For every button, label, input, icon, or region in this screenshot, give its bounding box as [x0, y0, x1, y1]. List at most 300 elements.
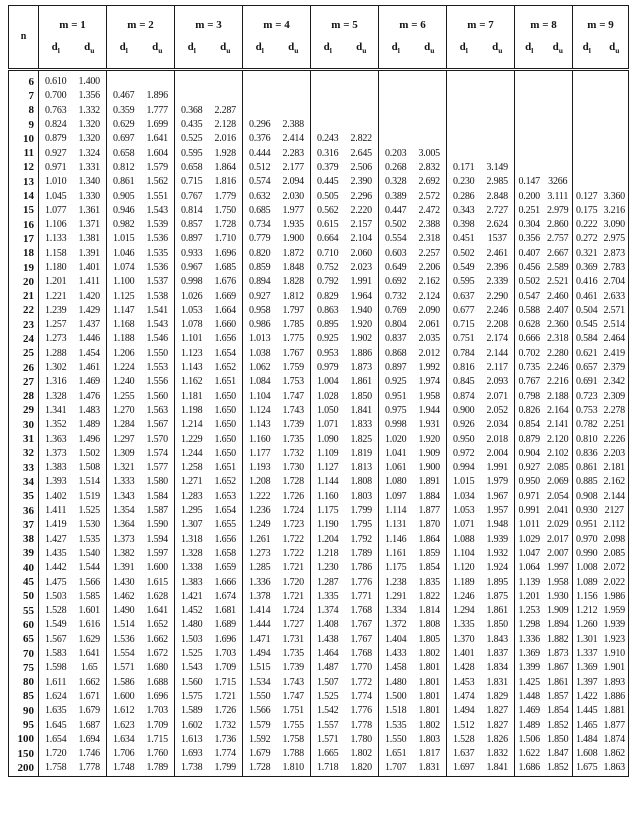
cell-dl-m9: 0.545: [573, 318, 601, 332]
cell-dl-m4: 0.574: [243, 175, 277, 189]
row-label-n: 20: [9, 275, 39, 289]
cell-du-m6: 1.870: [418, 519, 440, 531]
cell-dl-m8: 0.767: [515, 375, 544, 389]
cell-dl-m4: 1.471: [243, 633, 277, 647]
cell-du-m5: 1.902: [350, 333, 372, 345]
cell-dl-m4: 0.734: [243, 218, 277, 232]
cell-du-m2: 1.579: [146, 161, 168, 173]
cell-du-m4: 1.753: [282, 376, 304, 388]
cell-dl-m7: 0.286: [447, 189, 481, 203]
cell-dl-m4: 1.336: [243, 575, 277, 589]
cell-dl-m4: 1.062: [243, 361, 277, 375]
cell-du-m6: 1.859: [418, 547, 440, 559]
cell-du-m2: 1.556: [146, 376, 168, 388]
cell-dl-m8: 1.489: [515, 718, 544, 732]
cell-dl-m2: 1.373: [107, 533, 141, 547]
group-header-m8: m = 8: [515, 6, 573, 36]
cell-du-m4: 1.758: [282, 733, 304, 745]
cell-dl-m1: 1.393: [39, 475, 73, 489]
cell-du-m4: 1.735: [282, 648, 304, 660]
cell-dl-m9: 0.504: [573, 304, 601, 318]
cell-du-m7: 1.843: [486, 633, 508, 645]
cell-du-m2: 1.580: [146, 476, 168, 488]
cell-du-m5: 1.802: [350, 748, 372, 760]
cell-du-m2: 1.652: [146, 619, 168, 631]
cell-du-m6: 2.318: [418, 233, 440, 245]
cell-dl-m1: 1.316: [39, 375, 73, 389]
cell-du-m4: 1.721: [282, 590, 304, 602]
cell-du-m1: 1.446: [78, 333, 100, 345]
cell-du-m2: 1.567: [146, 419, 168, 431]
cell-dl-m3: 1.283: [175, 490, 209, 504]
row-label-n: 80: [9, 675, 39, 689]
cell-du-m4: 1.724: [282, 505, 304, 517]
cell-dl-m3: 1.162: [175, 375, 209, 389]
cell-du-m9: [601, 146, 629, 160]
cell-dl-m2: 1.074: [107, 261, 141, 275]
cell-du-m7: 2.246: [486, 304, 508, 316]
table-row-n-23: [9, 318, 629, 332]
cell-du-m8: 1.930: [546, 590, 569, 602]
cell-dl-m4: 1.515: [243, 661, 277, 675]
cell-dl-m2: 1.284: [107, 418, 141, 432]
cell-dl-m3: 1.480: [175, 618, 209, 632]
cell-du-m7: 2.144: [486, 347, 508, 359]
cell-dl-m7: 0.230: [447, 175, 481, 189]
cell-du-m3: 1.728: [214, 219, 236, 231]
cell-dl-m8: 1.506: [515, 733, 544, 747]
cell-du-m2: 1.600: [146, 562, 168, 574]
cell-du-m4: [277, 89, 311, 103]
col-header-du-m3: $d_u$: [209, 35, 243, 70]
row-label-n: 19: [9, 261, 39, 275]
cell-du-m6: 1.891: [418, 476, 440, 488]
cell-dl-m6: 1.480: [379, 675, 413, 689]
cell-du-m7: 1.850: [486, 619, 508, 631]
cell-du-m8: 2.017: [546, 533, 569, 545]
cell-du-m6: 1.884: [418, 490, 440, 502]
table-row-n-22: [9, 304, 629, 318]
row-label-n: 45: [9, 575, 39, 589]
cell-du-m3: 1.703: [214, 648, 236, 660]
cell-dl-m5: 0.316: [311, 146, 345, 160]
cell-du-m7: 1.875: [486, 590, 508, 602]
cell-dl-m6: 1.535: [379, 718, 413, 732]
cell-du-m9: 2.162: [603, 476, 625, 488]
cell-du-m8: 2.141: [546, 419, 569, 431]
cell-du-m9: 1.893: [603, 676, 625, 688]
cell-du-m5: 1.873: [350, 362, 372, 374]
cell-du-m8: 2.521: [546, 276, 569, 288]
cell-dl-m5: 1.109: [311, 447, 345, 461]
row-label-n: 40: [9, 561, 39, 575]
cell-du-m9: 2.783: [603, 262, 625, 273]
table-row-n-19: [9, 261, 629, 275]
cell-du-m3: 1.669: [214, 290, 236, 302]
col-header-dl-m1: $d_l$: [39, 35, 73, 70]
cell-dl-m4: 0.820: [243, 247, 277, 261]
cell-du-m2: 1.577: [146, 462, 168, 474]
cell-dl-m4: 1.550: [243, 690, 277, 704]
cell-du-m8: [544, 118, 573, 132]
group-header-m4: m = 4: [243, 6, 311, 36]
cell-du-m2: 1.541: [146, 304, 168, 316]
table-row-n-17: [9, 232, 629, 246]
cell-dl-m5: [311, 104, 345, 118]
cell-du-m5: 1.825: [350, 433, 372, 445]
cell-dl-m8: 0.735: [515, 361, 544, 375]
cell-dl-m1: 1.645: [39, 718, 73, 732]
cell-dl-m5: 1.127: [311, 461, 345, 475]
table-row-n-50: [9, 590, 629, 604]
cell-du-m4: 1.767: [282, 347, 304, 359]
cell-du-m9: 2.181: [603, 462, 625, 474]
cell-du-m3: 1.652: [214, 476, 236, 488]
cell-dl-m7: 1.401: [447, 647, 481, 661]
cell-dl-m2: 1.612: [107, 704, 141, 718]
cell-du-m4: 1.727: [282, 619, 304, 631]
cell-du-m8: 2.085: [546, 462, 569, 474]
cell-du-m4: 1.900: [282, 233, 304, 245]
cell-dl-m7: 0.784: [447, 347, 481, 361]
cell-dl-m5: 1.374: [311, 604, 345, 618]
cell-dl-m9: [573, 175, 601, 189]
cell-dl-m5: 1.665: [311, 747, 345, 761]
table-row-n-34: [9, 475, 629, 489]
table-row-n-33: [9, 461, 629, 475]
col-header-dl-m4: $d_l$: [243, 35, 277, 70]
cell-dl-m6: 1.651: [379, 747, 413, 761]
cell-du-m5: 1.780: [350, 733, 372, 745]
cell-du-m1: 1.411: [78, 276, 100, 288]
cell-dl-m6: 0.925: [379, 375, 413, 389]
cell-dl-m3: 1.307: [175, 518, 209, 532]
cell-du-m9: 2.226: [603, 433, 625, 445]
cell-du-m2: 1.672: [146, 648, 168, 660]
cell-dl-m9: 0.861: [573, 461, 601, 475]
cell-du-m6: 1.958: [418, 390, 440, 402]
col-header-du-m9: $d_u$: [601, 35, 629, 70]
cell-dl-m2: 1.748: [107, 761, 141, 776]
cell-dl-m3: 1.602: [175, 718, 209, 732]
cell-dl-m5: 0.752: [311, 261, 345, 275]
cell-dl-m9: 1.369: [573, 661, 601, 675]
cell-du-m7: 1.895: [486, 576, 508, 588]
cell-dl-m4: 1.038: [243, 347, 277, 361]
cell-dl-m6: 1.707: [379, 761, 413, 776]
cell-dl-m1: 1.419: [39, 518, 73, 532]
cell-du-m4: 1.797: [282, 304, 304, 316]
cell-dl-m7: 1.189: [447, 575, 481, 589]
cell-du-m8: [544, 89, 573, 103]
row-label-n: 23: [9, 318, 39, 332]
cell-du-m8: [544, 146, 573, 160]
cell-du-m6: 1.801: [418, 705, 440, 717]
cell-dl-m7: 1.034: [447, 490, 481, 504]
cell-dl-m6: 0.732: [379, 289, 413, 303]
cell-dl-m1: 1.133: [39, 232, 73, 246]
row-label-n: 55: [9, 604, 39, 618]
cell-dl-m3: 1.026: [175, 289, 209, 303]
cell-du-m9: 2.072: [603, 562, 625, 574]
cell-du-m9: 2127: [604, 505, 624, 517]
cell-du-m1: 1.420: [78, 290, 100, 302]
cell-du-m5: 1.778: [350, 719, 372, 731]
table-row-n-24: [9, 332, 629, 346]
cell-dl-m8: [515, 118, 544, 132]
cell-dl-m1: 1.435: [39, 547, 73, 561]
cell-dl-m6: 0.804: [379, 318, 413, 332]
cell-du-m1: 1.525: [78, 505, 100, 517]
durbin-watson-critical-values-table: [8, 5, 629, 777]
cell-dl-m3: 1.078: [175, 318, 209, 332]
cell-dl-m9: 0.657: [573, 361, 601, 375]
cell-du-m8: [544, 161, 573, 175]
cell-dl-m5: 1.175: [311, 504, 345, 518]
cell-du-m8: 2.216: [546, 376, 569, 388]
cell-dl-m8: 0.702: [515, 347, 544, 361]
cell-du-m9: [601, 89, 629, 103]
cell-dl-m6: 0.649: [379, 261, 413, 275]
cell-du-m5: 1.940: [350, 304, 372, 316]
cell-dl-m2: 1.382: [107, 547, 141, 561]
cell-du-m8: [544, 70, 573, 90]
cell-du-m1: 1.694: [78, 733, 100, 745]
col-header-du-m1: $d_u$: [73, 35, 107, 70]
table-row-n-60: [9, 618, 629, 632]
cell-du-m9: 2.278: [603, 404, 625, 416]
cell-dl-m2: 1.706: [107, 747, 141, 761]
cell-du-m3: 1.656: [214, 333, 236, 345]
cell-du-m2: 1.590: [146, 519, 168, 531]
col-header-dl-m5: $d_l$: [311, 35, 345, 70]
cell-du-m1: 1.320: [78, 119, 100, 131]
cell-dl-m3: 1.258: [175, 461, 209, 475]
cell-dl-m2: 1.571: [107, 661, 141, 675]
cell-du-m2: 1.535: [146, 247, 168, 259]
group-header-m1: m = 1: [39, 6, 107, 36]
cell-du-m9: [601, 175, 629, 189]
cell-dl-m4: 1.444: [243, 618, 277, 632]
cell-du-m3: 1.650: [214, 419, 236, 431]
cell-du-m4: 2.414: [282, 133, 304, 145]
cell-du-m7: 2.018: [486, 433, 508, 445]
cell-dl-m9: 0.584: [573, 332, 601, 346]
cell-du-m5: 1.803: [350, 490, 372, 502]
cell-dl-m2: 1.490: [107, 604, 141, 618]
cell-dl-m5: 1.525: [311, 690, 345, 704]
cell-du-m8: 1.867: [546, 662, 569, 674]
cell-du-m3: 1.660: [214, 319, 236, 331]
cell-dl-m9: 0.836: [573, 447, 601, 461]
cell-du-m5: 1.841: [350, 404, 372, 416]
n-column-header: n: [9, 6, 39, 70]
cell-dl-m8: 0.356: [515, 232, 544, 246]
cell-dl-m5: 0.829: [311, 289, 345, 303]
cell-dl-m9: [573, 104, 601, 118]
cell-du-m4: 1.935: [282, 219, 304, 231]
cell-dl-m5: 1.144: [311, 475, 345, 489]
cell-dl-m5: 1.090: [311, 432, 345, 446]
cell-du-m3: 2.128: [214, 119, 236, 131]
cell-dl-m6: 0.837: [379, 332, 413, 346]
cell-dl-m7: 0.994: [447, 461, 481, 475]
cell-dl-m4: 1.236: [243, 504, 277, 518]
cell-du-m4: 1.739: [282, 419, 304, 431]
cell-du-m2: 1.563: [146, 404, 168, 416]
cell-dl-m8: 0.628: [515, 318, 544, 332]
cell-dl-m2: 0.359: [107, 104, 141, 118]
cell-du-m5: 1.795: [350, 519, 372, 531]
cell-dl-m2: 1.462: [107, 590, 141, 604]
cell-du-m6: 1.944: [418, 404, 440, 416]
cell-dl-m6: 0.268: [379, 161, 413, 175]
cell-dl-m5: 0.979: [311, 361, 345, 375]
cell-dl-m2: 0.946: [107, 204, 141, 218]
cell-dl-m8: 1.448: [515, 690, 544, 704]
cell-dl-m6: [379, 118, 413, 132]
table-row-n-6: [9, 70, 629, 90]
cell-dl-m2: 0.982: [107, 218, 141, 232]
cell-du-m5: 1.767: [350, 633, 372, 645]
cell-dl-m7: 1.053: [447, 504, 481, 518]
cell-du-m8: 2.460: [546, 290, 569, 302]
cell-dl-m1: 1.567: [39, 633, 73, 647]
cell-dl-m8: 0.879: [515, 432, 544, 446]
cell-dl-m8: 1.469: [515, 704, 544, 718]
col-header-du-m4: $d_u$: [277, 35, 311, 70]
cell-dl-m6: 1.291: [379, 590, 413, 604]
cell-dl-m9: 0.222: [573, 218, 601, 232]
cell-dl-m6: 0.692: [379, 275, 413, 289]
cell-dl-m6: 1.041: [379, 447, 413, 461]
cell-dl-m2: 1.600: [107, 690, 141, 704]
cell-dl-m6: 0.389: [379, 189, 413, 203]
cell-dl-m5: 1.071: [311, 418, 345, 432]
cell-dl-m3: 1.123: [175, 347, 209, 361]
cell-dl-m1: 0.700: [39, 89, 73, 103]
cell-du-m2: 1.539: [146, 219, 168, 231]
cell-dl-m7: 1.528: [447, 733, 481, 747]
cell-dl-m7: 1.120: [447, 561, 481, 575]
cell-dl-m6: 1.518: [379, 704, 413, 718]
cell-du-m6: 1.931: [418, 419, 440, 431]
cell-du-m1: 1.687: [78, 719, 100, 731]
cell-du-m8: 2.007: [546, 547, 569, 559]
row-label-n: 8: [9, 104, 39, 118]
cell-dl-m5: 0.953: [311, 347, 345, 361]
cell-du-m7: 2.071: [486, 390, 508, 402]
cell-du-m8: 1.852: [546, 762, 569, 774]
cell-du-m7: 1.832: [486, 748, 508, 760]
cell-dl-m5: 0.243: [311, 132, 345, 146]
cell-dl-m2: 1.514: [107, 618, 141, 632]
row-label-n: 13: [9, 175, 39, 189]
cell-du-m7: 2.848: [486, 190, 508, 202]
cell-dl-m2: [107, 70, 141, 90]
cell-du-m1: 1.461: [78, 362, 100, 374]
row-label-n: 29: [9, 404, 39, 418]
cell-dl-m1: 1.598: [39, 661, 73, 675]
cell-dl-m4: 1.013: [243, 332, 277, 346]
row-label-n: 9: [9, 118, 39, 132]
cell-dl-m1: 1.302: [39, 361, 73, 375]
cell-du-m9: 2.251: [603, 419, 625, 431]
cell-du-m8: 1.861: [546, 676, 569, 688]
cell-dl-m6: 1.433: [379, 647, 413, 661]
cell-du-m3: 1.779: [214, 190, 236, 202]
cell-dl-m8: 0.407: [515, 247, 544, 261]
cell-dl-m6: 1.146: [379, 533, 413, 547]
cell-du-m8: 2.069: [546, 476, 569, 488]
cell-dl-m9: 1.422: [573, 690, 601, 704]
cell-dl-m9: 0.908: [573, 490, 601, 504]
cell-dl-m1: 1.402: [39, 490, 73, 504]
cell-du-m3: 2.287: [214, 104, 236, 116]
cell-dl-m4: 1.261: [243, 533, 277, 547]
table-row-n-38: [9, 533, 629, 547]
cell-dl-m8: 1.336: [515, 633, 544, 647]
row-label-n: 30: [9, 418, 39, 432]
cell-dl-m1: 1.624: [39, 690, 73, 704]
row-label-n: 14: [9, 189, 39, 203]
cell-du-m1: 1.671: [78, 690, 100, 702]
cell-dl-m7: 1.071: [447, 518, 481, 532]
cell-dl-m9: 1.212: [573, 604, 601, 618]
cell-du-m7: 1537: [487, 233, 507, 245]
cell-du-m9: 1.862: [603, 748, 625, 760]
cell-dl-m5: 1.287: [311, 575, 345, 589]
cell-dl-m6: 0.554: [379, 232, 413, 246]
cell-dl-m1: 1.583: [39, 647, 73, 661]
cell-dl-m1: 1.257: [39, 318, 73, 332]
cell-du-m8: 2.188: [546, 390, 569, 402]
cell-dl-m7: 0.816: [447, 361, 481, 375]
cell-du-m2: 1.551: [146, 190, 168, 202]
cell-du-m3: 1.650: [214, 447, 236, 459]
cell-du-m9: 1.886: [603, 690, 625, 702]
cell-dl-m6: 0.203: [379, 146, 413, 160]
cell-du-m6: 1.808: [418, 619, 440, 631]
cell-dl-m7: 1.294: [447, 604, 481, 618]
cell-dl-m6: 1.020: [379, 432, 413, 446]
cell-du-m2: 1.543: [146, 204, 168, 216]
row-label-n: 100: [9, 733, 39, 747]
cell-dl-m1: 1.475: [39, 575, 73, 589]
cell-du-m9: [601, 161, 629, 175]
cell-du-m1: 1.381: [78, 233, 100, 245]
cell-du-m1: 1.746: [78, 748, 100, 760]
row-label-n: 12: [9, 161, 39, 175]
cell-dl-m8: 1.029: [515, 533, 544, 547]
cell-du-m5: 1.770: [350, 662, 372, 674]
cell-dl-m1: 1.503: [39, 590, 73, 604]
cell-dl-m9: 0.175: [573, 204, 601, 218]
cell-du-m9: 3.090: [603, 219, 625, 231]
cell-du-m1: 1.330: [78, 190, 100, 202]
cell-du-m5: 2.645: [350, 147, 372, 159]
cell-dl-m8: 1.047: [515, 547, 544, 561]
row-label-n: 11: [9, 146, 39, 160]
cell-dl-m9: 0.951: [573, 518, 601, 532]
cell-du-m6: 1.805: [418, 633, 440, 645]
cell-dl-m5: 1.204: [311, 533, 345, 547]
cell-du-m1: 1.530: [78, 519, 100, 531]
cell-du-m6: [413, 104, 447, 118]
row-label-n: 70: [9, 647, 39, 661]
cell-du-m6: 1.900: [418, 462, 440, 474]
row-label-n: 50: [9, 590, 39, 604]
